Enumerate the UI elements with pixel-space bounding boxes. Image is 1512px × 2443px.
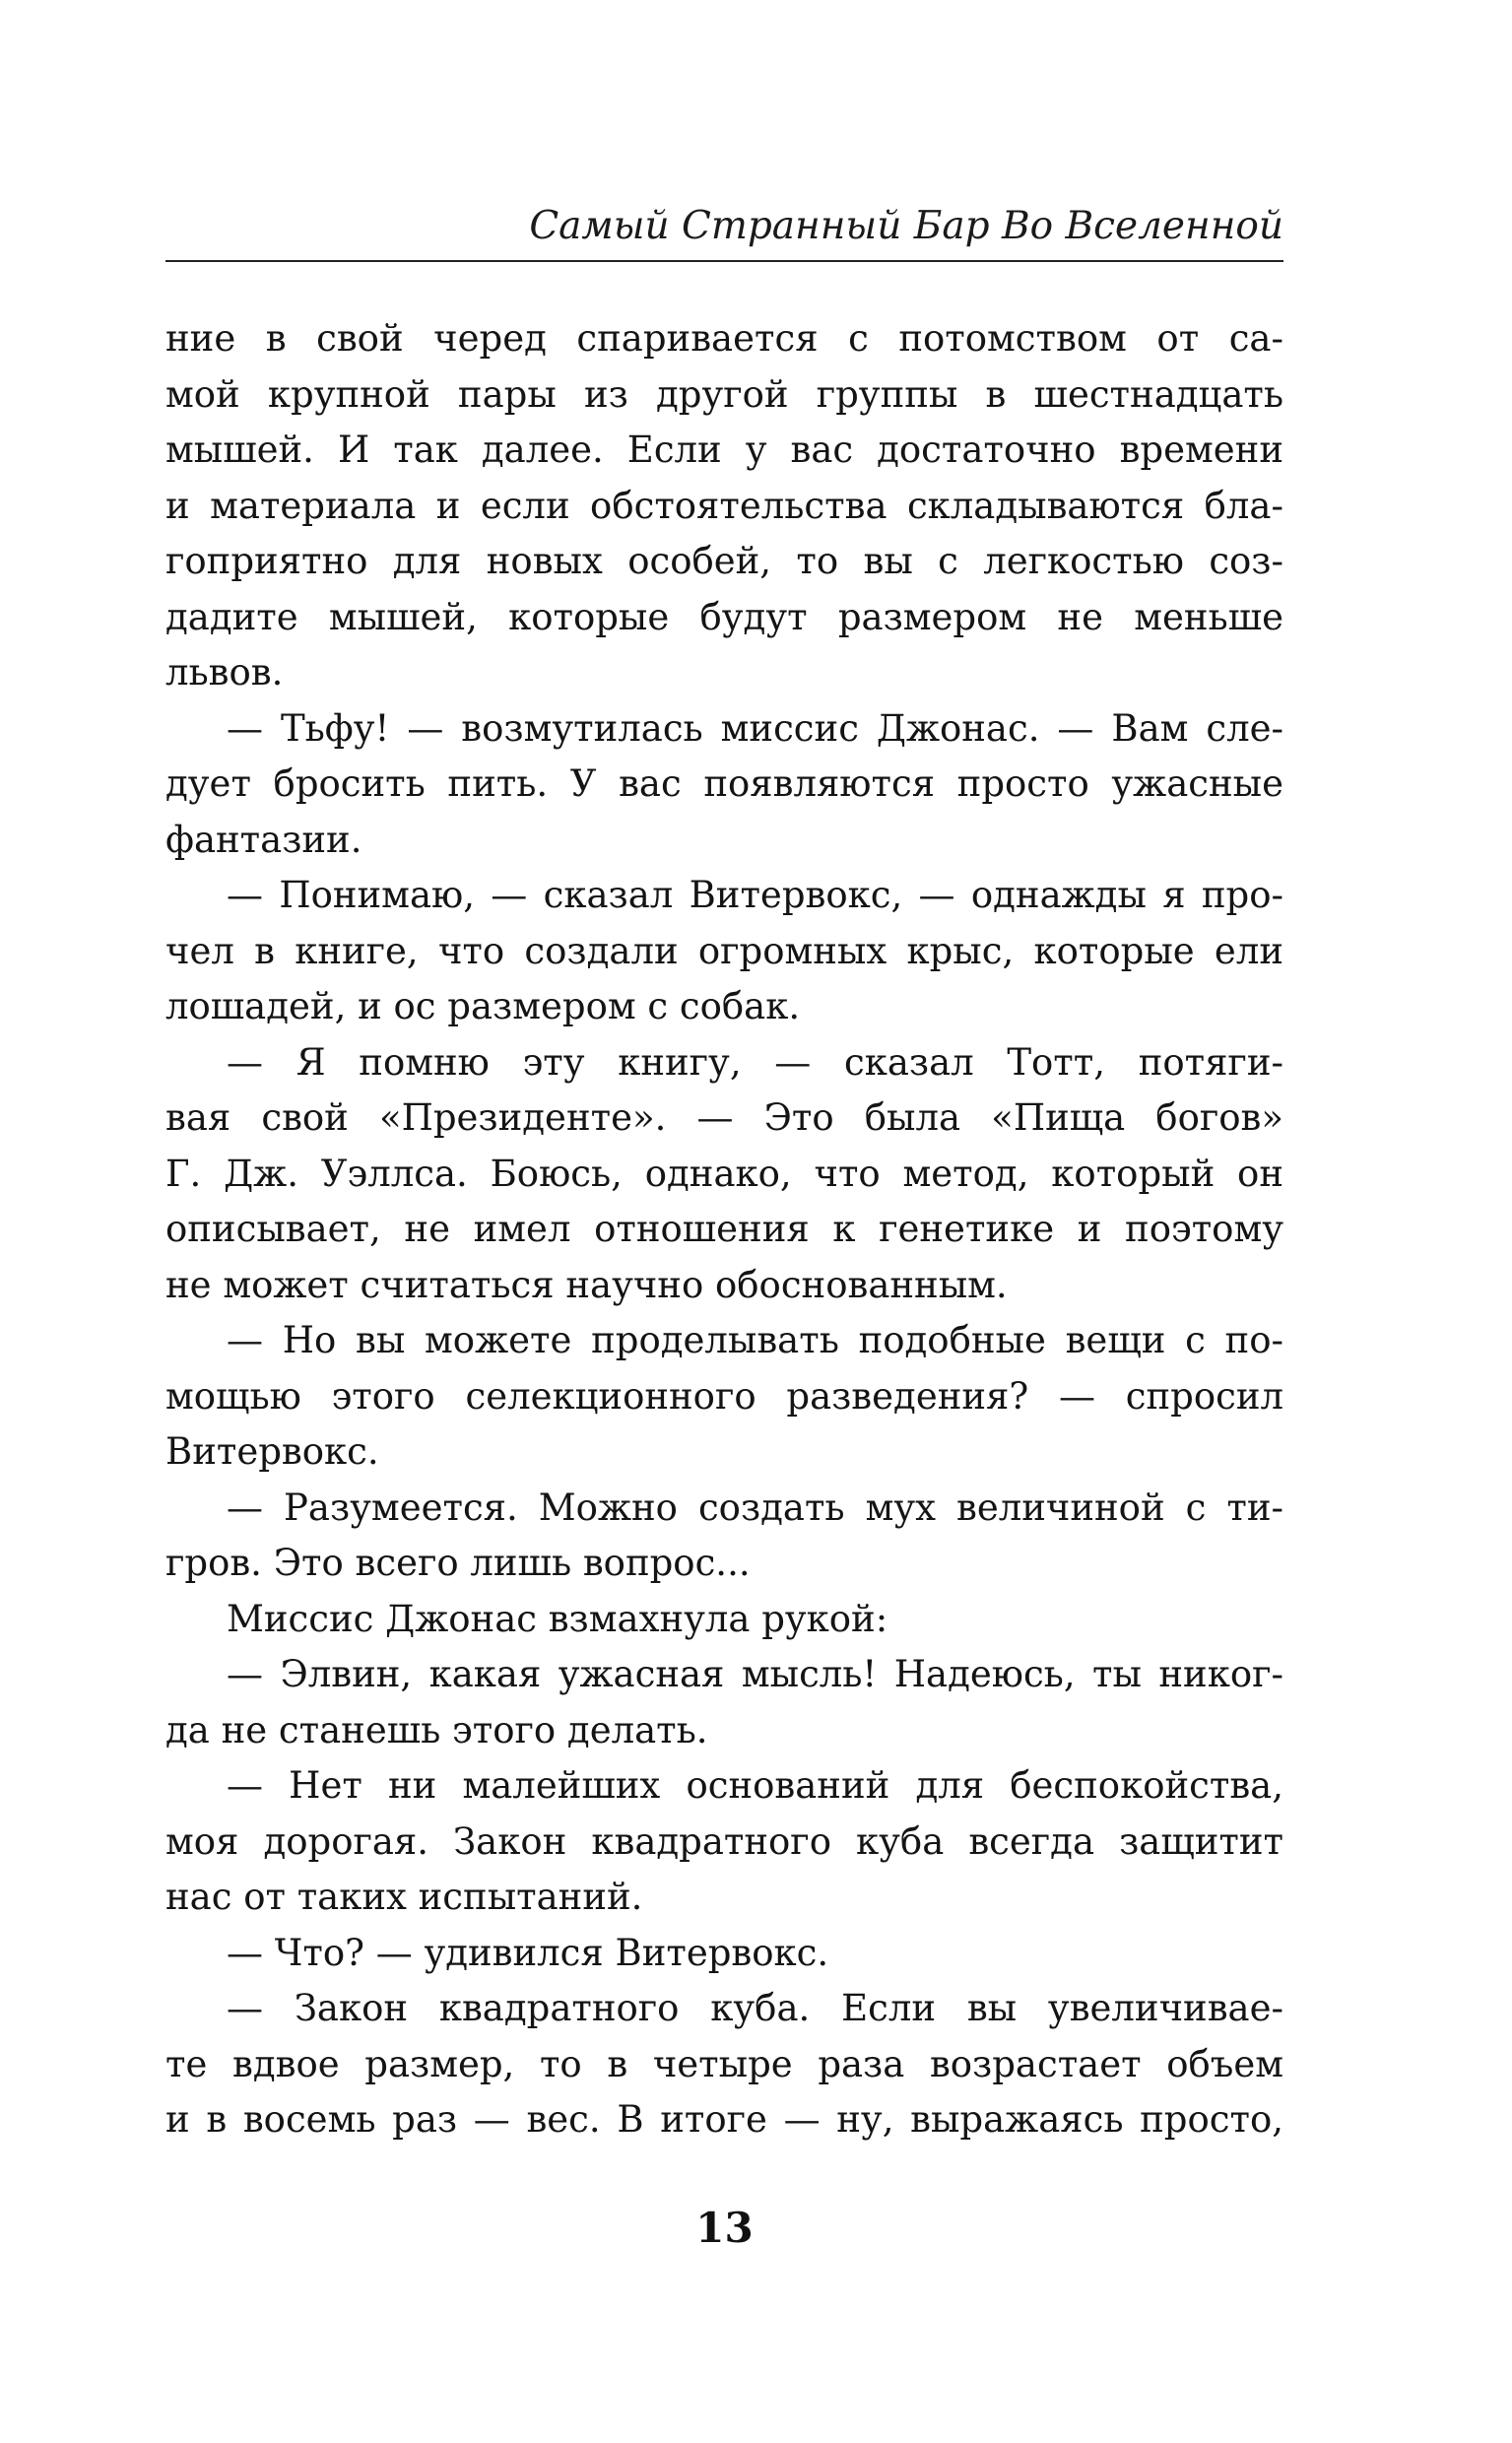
- text-line: — Но вы можете проделывать подобные вещи с по-: [227, 1319, 1283, 1361]
- text-line: и материала и если обстоятельства складываются бла-: [165, 484, 1283, 527]
- text-line: — Элвин, какая ужасная мысль! Надеюсь, ты никог-: [227, 1653, 1283, 1695]
- text-line: дадите мышей, которые будут размером не меньше: [165, 595, 1283, 638]
- text-line: не может считаться научно обоснованным.: [165, 1263, 1008, 1306]
- text-line: моя дорогая. Закон квадратного куба всегда защитит: [165, 1819, 1283, 1863]
- text-line: — Разумеется. Можно создать мух величиной с ти-: [227, 1486, 1283, 1529]
- text-line: — Закон квадратного куба. Если вы увеличивае-: [227, 1987, 1283, 2029]
- text-line: — Я помню эту книгу, — сказал Тотт, потяги-: [227, 1040, 1283, 1084]
- text-line: мощью этого селекционного разведения? — спросил: [165, 1374, 1283, 1418]
- text-line: те вдвое размер, то в четыре раза возрастает объем: [165, 2042, 1283, 2085]
- body-text: [165, 311, 1283, 2148]
- text-line: фантазии.: [165, 818, 362, 861]
- page-number: 13: [695, 2204, 754, 2252]
- text-line: мышей. И так далее. Если у вас достаточно времени: [165, 429, 1283, 471]
- text-line: Витервокс.: [165, 1430, 379, 1473]
- text-line: мой крупной пары из другой группы в шестнадцать: [165, 372, 1283, 416]
- text-line: вая свой «Президенте». — Это была «Пища богов»: [165, 1096, 1283, 1139]
- text-line: описывает, не имел отношения к генетике и поэтому: [165, 1208, 1283, 1250]
- running-head: Самый Странный Бар Во Вселенной: [529, 204, 1283, 248]
- text-line: да не станешь этого делать.: [165, 1708, 708, 1751]
- text-line: чел в книге, что создали огромных крыс, которые ели: [165, 929, 1283, 972]
- text-line: — Понимаю, — сказал Витервокс, — однажды я про-: [227, 874, 1283, 916]
- text-line: Г. Дж. Уэллса. Боюсь, однако, что метод, который он: [165, 1152, 1283, 1195]
- text-line: нас от таких испытаний.: [165, 1876, 643, 1918]
- text-line: львов.: [165, 651, 284, 693]
- text-line: — Нет ни малейших оснований для беспокойства,: [227, 1764, 1283, 1807]
- text-line: дует бросить пить. У вас появляются просто ужасные: [165, 762, 1283, 805]
- text-line: Миссис Джонас взмахнула рукой:: [227, 1597, 888, 1640]
- text-line: гоприятно для новых особей, то вы с легкостью соз-: [165, 540, 1283, 582]
- text-line: гров. Это всего лишь вопрос...: [165, 1542, 751, 1584]
- header-rule: [165, 260, 1283, 262]
- text-line: и в восемь раз — вес. В итоге — ну, выражаясь просто,: [165, 2098, 1283, 2141]
- text-line: — Что? — удивился Витервокс.: [227, 1931, 829, 1974]
- text-line: — Тьфу! — возмутилась миссис Джонас. — Вам сле-: [227, 706, 1283, 750]
- text-line: ние в свой черед спаривается с потомством от са-: [165, 317, 1283, 360]
- text-line: лошадей, и ос размером с собак.: [165, 985, 801, 1027]
